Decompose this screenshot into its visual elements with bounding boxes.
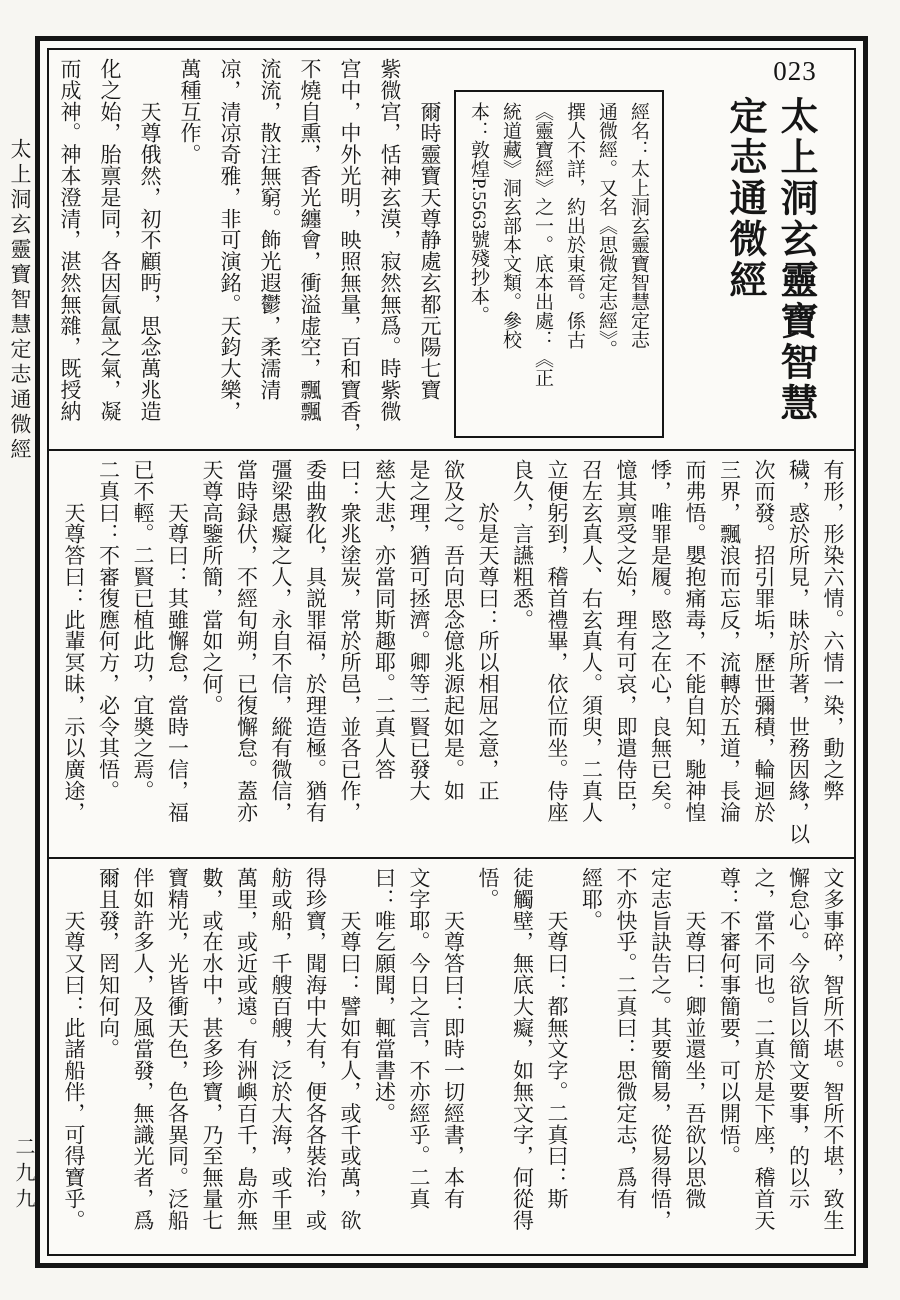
top-text-column: 化之始，胎禀是同，各因氤氲之氣，凝 bbox=[98, 58, 122, 422]
bottom-text-column: 天尊答曰：即時一切經書，本有 bbox=[441, 867, 466, 1210]
catalog-number: 023 bbox=[773, 56, 817, 86]
bottom-text-column: 天尊曰：卿並還坐，吾欲以思微 bbox=[683, 867, 707, 1210]
top-text-column: 流流，散注無窮。飾光遐鬱，柔濡清 bbox=[258, 58, 282, 401]
middle-text-column: 穢，惑於所見，昧於所著，世務因緣，以 bbox=[786, 459, 811, 845]
colophon-box bbox=[454, 90, 664, 438]
bottom-text-column: 定志旨訣告之。其要簡易，從易得悟， bbox=[648, 867, 673, 1231]
bottom-text-column: 悟。 bbox=[476, 867, 500, 910]
middle-text-column: 次而發。招引罪垢，歷世彌積，輪迴於 bbox=[752, 459, 776, 823]
page-frame bbox=[35, 36, 868, 1268]
middle-text-column: 天尊曰：其雖懈怠，當時一信，福 bbox=[165, 459, 190, 823]
bottom-text-column: 尊：不審何事簡要，可以開悟。 bbox=[717, 867, 742, 1167]
main-title bbox=[718, 50, 820, 449]
bottom-text-column: 數，或在水中，甚多珍寶，乃至無量七 bbox=[200, 867, 224, 1231]
margin-running-title: 太上洞玄靈寶智慧定志通微經 bbox=[8, 138, 32, 463]
bottom-text-column: 文字耶。今日之言，不亦經乎。二真 bbox=[407, 867, 431, 1210]
middle-text-column: 召左玄真人、右玄真人。須臾，二真人 bbox=[579, 459, 604, 823]
folio-page-number: 二九九 bbox=[12, 1136, 34, 1214]
bottom-text-column: 徒觸壁，無底大癡，如無文字，何從得 bbox=[510, 867, 535, 1231]
top-text-column: 不燒自熏，香光纏會，衝溢虚空，飄飄 bbox=[298, 58, 322, 422]
main-title-line-2: 定志通微經 bbox=[723, 96, 765, 301]
bottom-text-column: 懈怠心。今欲旨以簡文要事，的以示 bbox=[786, 867, 811, 1210]
middle-text-column: 而弗悟。嬰抱痛毒，不能自知，馳神惶 bbox=[683, 459, 707, 823]
middle-text-column: 曰：衆兆塗炭，常於所邑，並各已作， bbox=[338, 459, 362, 823]
middle-text-column: 慈大悲，亦當同斯趣耶。二真人答 bbox=[372, 459, 397, 780]
colophon-column: 《靈寶經》之一。底本出處：《正 bbox=[532, 102, 553, 387]
middle-text-column: 於是天尊曰：所以相屈之意，正 bbox=[476, 459, 500, 802]
bottom-text-column: 萬里，或近或遠。有洲嶼百千，島亦無 bbox=[234, 867, 259, 1231]
register-bottom bbox=[49, 859, 854, 1254]
middle-text-column: 已不輕。二賢已植此功，宜奬之焉。 bbox=[131, 459, 155, 802]
top-text-block bbox=[49, 50, 454, 449]
top-text-column: 宫中，中外光明，映照無量，百和寶香， bbox=[338, 58, 362, 444]
bottom-text-column: 曰：唯乞願聞，輒當書述。 bbox=[372, 867, 397, 1124]
bottom-text-column: 天尊曰：譬如有人，或千或萬，欲 bbox=[338, 867, 362, 1231]
middle-text-column: 立便躬到，稽首禮畢，依位而坐。侍座 bbox=[545, 459, 569, 823]
inner-frame bbox=[47, 48, 856, 1256]
middle-text-column: 有形，形染六情。六情一染，動之弊 bbox=[821, 459, 845, 802]
bottom-text-column: 爾且發，罔知何向。 bbox=[96, 867, 121, 1060]
top-text-column: 爾時靈寶天尊静處玄都元陽七寶 bbox=[418, 58, 442, 401]
colophon-column: 本：敦煌P.5563號殘抄本。 bbox=[468, 102, 489, 325]
top-text-column: 萬種互作。 bbox=[178, 58, 202, 165]
top-text-column: 而成神。神本澄清，湛然無雜，既授納 bbox=[58, 58, 82, 422]
bottom-text-column: 天尊曰：都無文字。二真曰：斯 bbox=[545, 867, 569, 1210]
colophon-column: 撰人不詳，約出於東晉。係古 bbox=[564, 102, 585, 349]
register-top bbox=[49, 50, 854, 449]
middle-text-column: 三界，飄浪而忘反，流轉於五道，長淪 bbox=[717, 459, 742, 823]
top-text-column: 紫微宫，恬神玄漠，寂然無爲。時紫微 bbox=[378, 58, 402, 422]
middle-text-column: 欲及之。吾向思念億兆源起如是。如 bbox=[441, 459, 466, 802]
colophon-column: 通微經。又名《思微定志經》。 bbox=[596, 102, 617, 359]
bottom-text-column: 經耶。 bbox=[579, 867, 604, 932]
bottom-text-column: 之，當不同也。二真於是下座，稽首天 bbox=[752, 867, 776, 1231]
colophon-text-block bbox=[462, 102, 654, 426]
middle-text-column: 彊梁愚癡之人，永自不信，縱有微信， bbox=[269, 459, 293, 823]
bottom-text-block bbox=[49, 859, 854, 1254]
middle-text-column: 天尊高鑒所簡，當如之何。 bbox=[200, 459, 224, 716]
bottom-text-column: 不亦快乎。二真曰：思微定志，爲有 bbox=[614, 867, 638, 1210]
middle-text-column: 憶其禀受之始，理有可哀，即遣侍臣， bbox=[614, 459, 638, 823]
bottom-text-column: 得珍寶，聞海中大有，便各各裝治，或 bbox=[303, 867, 328, 1231]
middle-text-block bbox=[49, 451, 854, 857]
middle-text-column: 良久，言讌粗悉。 bbox=[510, 459, 535, 631]
middle-text-column: 天尊答曰：此輩冥昧，示以廣途， bbox=[62, 459, 86, 823]
middle-text-column: 當時録伏，不經旬朔，已復懈怠。蓋亦 bbox=[234, 459, 259, 823]
middle-text-column: 悸，唯罪是履。愍之在心，良無已矣。 bbox=[648, 459, 673, 823]
bottom-text-column: 伴如許多人，及風當發，無識光者，爲 bbox=[131, 867, 155, 1231]
register-middle bbox=[49, 449, 854, 859]
main-title-line-1: 太上洞玄靈寶智慧 bbox=[774, 96, 816, 424]
top-text-column: 凉，清凉奇雅，非可演銘。天鈞大樂， bbox=[218, 58, 242, 422]
colophon-column: 經名：太上洞玄靈寶智慧定志 bbox=[628, 102, 649, 349]
middle-text-column: 二真曰：不審復應何方，必令其悟。 bbox=[96, 459, 121, 802]
colophon-column: 統道藏》洞玄部本文類。參校 bbox=[500, 102, 521, 349]
middle-text-column: 是之理，猶可拯濟。卿等二賢已發大 bbox=[407, 459, 431, 802]
middle-text-column: 委曲教化，具説罪福，於理造極。猶有 bbox=[303, 459, 328, 823]
bottom-text-column: 寶精光，光皆衝天色，色各異同。泛船 bbox=[165, 867, 190, 1231]
bottom-text-column: 文多事碎，智所不堪。智所不堪，致生 bbox=[821, 867, 845, 1231]
title-block bbox=[692, 50, 854, 449]
top-text-column: 天尊俄然，初不顧眄，思念萬兆造 bbox=[138, 58, 162, 422]
bottom-text-column: 舫或船，千艘百艘，泛於大海，或千里 bbox=[269, 867, 293, 1231]
bottom-text-column: 天尊又曰：此諸船伴，可得寶乎。 bbox=[62, 867, 86, 1231]
